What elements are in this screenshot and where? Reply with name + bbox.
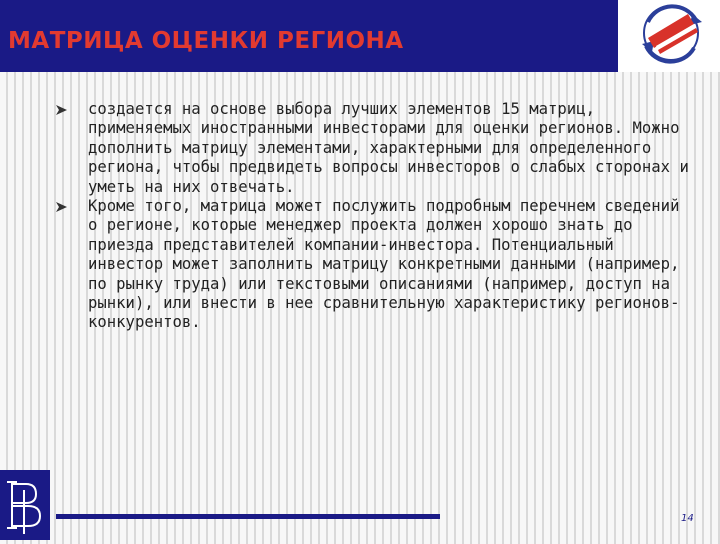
university-crest-icon <box>0 470 50 540</box>
circular-arrow-logo-icon <box>618 0 720 72</box>
slide-content <box>56 100 696 333</box>
page-number: 14 <box>681 513 694 524</box>
bullet-text: создается на основе выбора лучших элементов 15 матриц, применяемых иностранными инвесторами для оценки регионов. Можно дополнить матрицу элементами, характерными для определенного региона, чтобы предвидеть вопросы инвесторов о слабых сторонах и уметь на них отвечать. <box>88 100 689 196</box>
arrow-bullet-icon <box>56 105 67 115</box>
bullet-text: Кроме того, матрица может послужить подробным перечнем сведений о регионе, которые менеджер проекта должен хорошо знать до приезда представителей компании-инвестора. Потенциальный инвестор может заполнить матрицу конкретными данными (например, по рынку труда) или текстовыми описаниями (например, доступ на рынки), или внести в нее сравнительную характеристику регионов-конкурентов. <box>88 197 680 332</box>
crest-panel <box>0 470 50 540</box>
slide-title: МАТРИЦА ОЦЕНКИ РЕГИОНА <box>8 28 404 54</box>
arrow-bullet-icon <box>56 202 67 212</box>
bullet-list <box>56 100 696 333</box>
bullet-item <box>56 100 696 197</box>
logo-panel <box>618 0 720 72</box>
footer-rule <box>56 514 440 519</box>
bullet-item <box>56 197 696 333</box>
title-bar <box>0 0 720 72</box>
